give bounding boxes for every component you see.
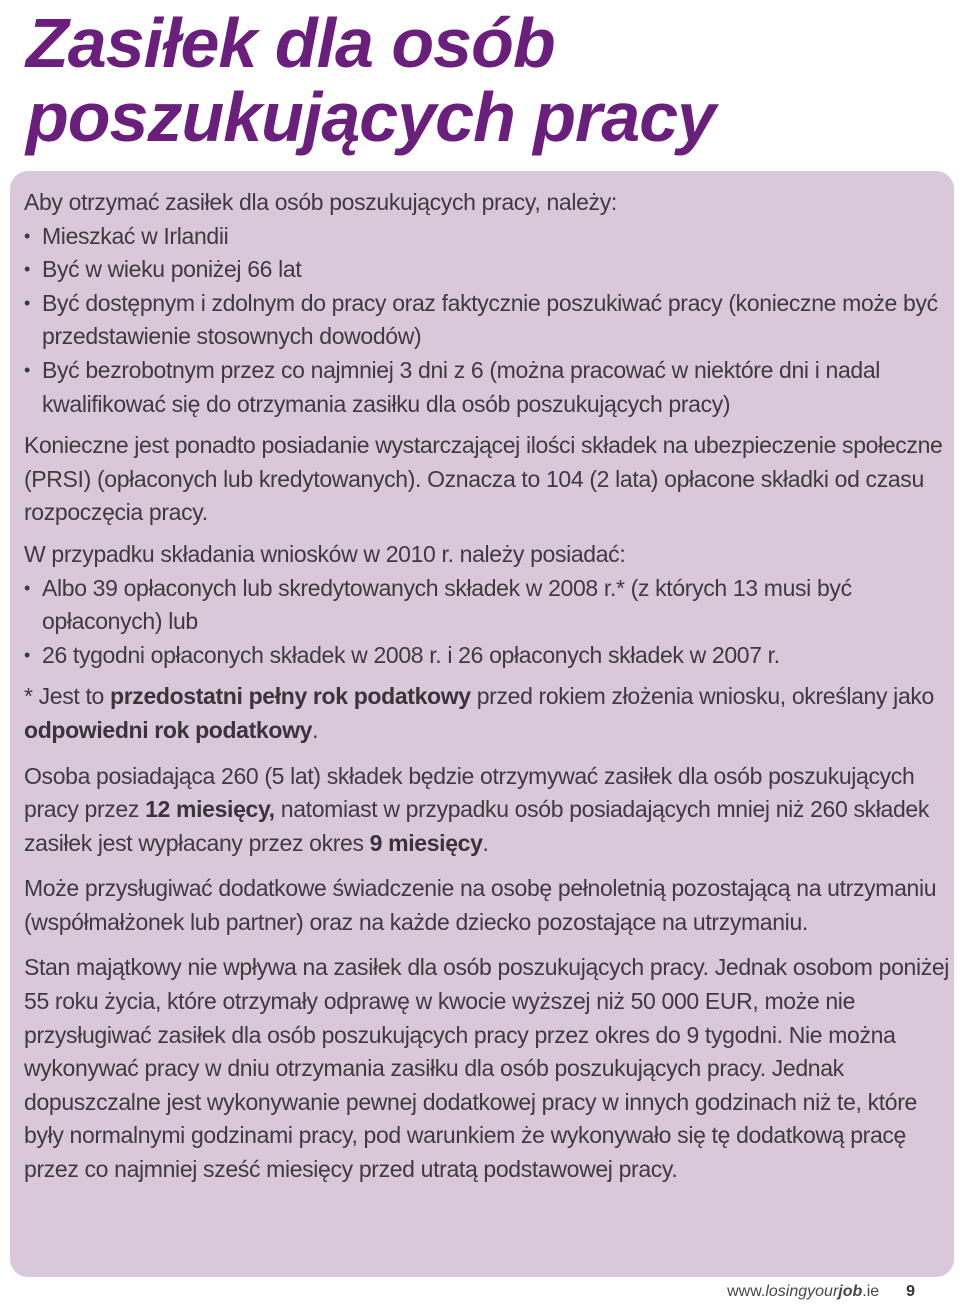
requirement-item: • Być w wieku poniżej 66 lat xyxy=(24,253,956,287)
requirement-item: • Być dostępnym i zdolnym do pracy oraz faktycznie poszukiwać pracy (konieczne może być przedstawienie stosownych dowodów) xyxy=(24,287,956,354)
requirement-item: • Mieszkać w Irlandii xyxy=(24,220,956,254)
footer xyxy=(727,1283,915,1301)
footnote-bold-term-2: odpowiedni rok podatkowy xyxy=(24,716,313,743)
means-paragraph: Stan majątkowy nie wpływa na zasiłek dla osób poszukujących pracy. Jednak osobom poniżej 55 roku życia, które otrzymały odprawę w kwocie wyższej niż 50 000 EUR, może nie przysługiwać zasiłek dla osób poszukujących pracy przez okres do 9 tygodni. Nie można wykonywać pracy w dniu otrzymania zasiłku dla osób poszukujących pracy. Jednak dopuszczalne jest wykonywanie pewnej dodatkowej pracy w innych godzinach niż te, które były normalnymi godzinami pracy, pod warunkiem że wykonywało się tę dodatkową pracę przez co najmniej sześć miesięcy przed utratą podstawowej pracy. xyxy=(24,954,950,1183)
duration-part-1: Osoba posiadająca 260 (5 lat) składek będzie otrzymywać zasiłek dla osób poszukujących pracy przez xyxy=(24,762,915,823)
requirements-list xyxy=(24,220,956,422)
intro-text: Aby otrzymać zasiłek dla osób poszukujących pracy, należy: xyxy=(24,189,617,215)
title-line-2: poszukujących pracy xyxy=(26,78,716,156)
page-number: 9 xyxy=(906,1283,915,1300)
duration-paragraph xyxy=(24,760,956,861)
duration-part-3: . xyxy=(482,829,489,856)
applications-2010-intro: W przypadku składania wniosków w 2010 r. należy posiadać: xyxy=(24,540,626,567)
duration-bold-1: 12 miesięcy, xyxy=(145,796,275,823)
footnote-bold-term: przedostatni pełny rok podatkowy xyxy=(110,683,471,710)
url-prefix: www. xyxy=(727,1283,766,1300)
application-condition-item: • Albo 39 opłaconych lub skredytowanych składek w 2008 r.* (z których 13 musi być opłaconych) lub xyxy=(24,572,956,639)
footnote-paragraph xyxy=(24,680,956,747)
url-bold: job xyxy=(838,1283,863,1300)
page-title xyxy=(26,6,715,154)
footnote-suffix: . xyxy=(312,716,319,743)
application-condition-item: • 26 tygodni opłaconych składek w 2008 r. i 26 opłaconych składek w 2007 r. xyxy=(24,639,956,673)
duration-bold-2: 9 miesięcy xyxy=(369,829,483,856)
title-line-1: Zasiłek dla osób xyxy=(26,4,555,82)
duration-part-2: natomiast w przypadku osób posiadających mniej niż 260 składek zasiłek jest wypłacany przez okres xyxy=(24,796,929,856)
footnote-middle: przed rokiem złożenia wniosku, określany jako xyxy=(470,683,934,710)
website-url[interactable] xyxy=(727,1283,879,1300)
prsi-paragraph: Konieczne jest ponadto posiadanie wystarczającej ilości składek na ubezpieczenie społeczne (PRSI) (opłaconych lub kredytowanych). Oznacza to 104 (2 lata) opłacone składki od czasu rozpoczęcia pracy. xyxy=(24,432,943,526)
content-body xyxy=(24,186,956,1187)
applications-2010-list xyxy=(24,572,956,673)
requirement-item: • Być bezrobotnym przez co najmniej 3 dni z 6 (można pracować w niektóre dni i nadal kwalifikować się do otrzymania zasiłku dla osób poszukujących pracy) xyxy=(24,354,956,421)
url-italic: losingyour xyxy=(765,1283,839,1300)
footnote-prefix: * Jest to xyxy=(24,683,110,710)
dependants-paragraph: Może przysługiwać dodatkowe świadczenie na osobę pełnoletnią pozostającą na utrzymaniu (współmałżonek lub partner) oraz na każde dziecko pozostające na utrzymaniu. xyxy=(24,875,937,935)
url-suffix: .ie xyxy=(862,1283,880,1300)
